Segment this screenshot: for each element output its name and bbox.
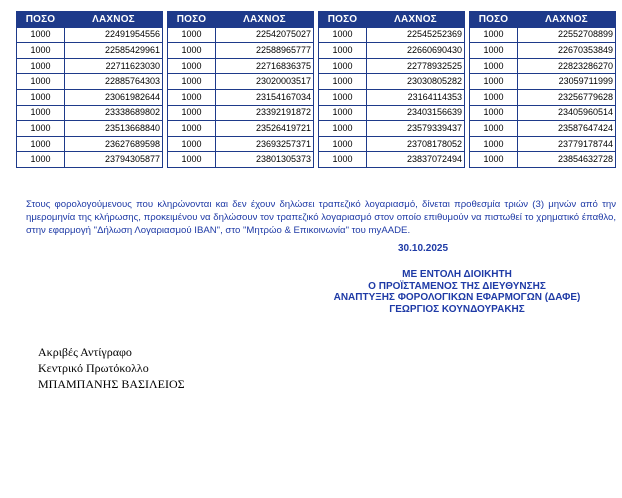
certified-copy-block bbox=[38, 344, 185, 392]
table-row bbox=[168, 43, 314, 59]
table-row bbox=[17, 43, 163, 59]
ticket-cell: 22491954556 bbox=[65, 27, 163, 43]
ticket-cell: 23779178744 bbox=[518, 136, 616, 152]
iban-deadline-notice: Στους φορολογούμενους που κληρώνονται και δεν έχουν δηλώσει τραπεζικό λογαριασμό, δίνεται προθεσμία τριών (3) μηνών από την ημερομηνία της κλήρωσης, προκειμένου να δηλώσουν τον τραπεζικό λογαριασμό στον οποίο επιθυμούν να πιστωθεί το χρηματικό έπαθλο, στην εφαρμογή "Δήλωση Λογαριασμού IBAN", στο "Μητρώο & Επικοινωνία" του myAADE. bbox=[26, 199, 616, 237]
order-line-3: ΑΝΑΠΤΥΞΗΣ ΦΟΡΟΛΟΓΙΚΩΝ ΕΦΑΡΜΟΓΩΝ (ΔΑΦΕ) bbox=[333, 292, 581, 303]
table-row bbox=[470, 152, 616, 168]
ticket-cell: 22552708899 bbox=[518, 27, 616, 43]
ticket-cell: 22778932525 bbox=[367, 58, 465, 74]
table-row bbox=[168, 58, 314, 74]
amount-cell: 1000 bbox=[17, 152, 65, 168]
amount-cell: 1000 bbox=[470, 58, 518, 74]
table-row bbox=[168, 152, 314, 168]
ticket-cell: 22823286270 bbox=[518, 58, 616, 74]
ticket-cell: 23837072494 bbox=[367, 152, 465, 168]
table-row bbox=[168, 74, 314, 90]
ticket-cell: 23579339437 bbox=[367, 121, 465, 137]
order-line-1: ΜΕ ΕΝΤΟΛΗ ΔΙΟΙΚΗΤΗ bbox=[402, 269, 512, 280]
ticket-cell: 23627689598 bbox=[65, 136, 163, 152]
amount-cell: 1000 bbox=[319, 27, 367, 43]
amount-cell: 1000 bbox=[168, 74, 216, 90]
central-protocol-label: Κεντρικό Πρωτόκολλο bbox=[38, 361, 149, 375]
amount-cell: 1000 bbox=[168, 105, 216, 121]
amount-cell: 1000 bbox=[17, 43, 65, 59]
amount-cell: 1000 bbox=[17, 105, 65, 121]
table-row bbox=[168, 105, 314, 121]
table-row bbox=[168, 136, 314, 152]
table-row bbox=[470, 43, 616, 59]
table-row bbox=[168, 27, 314, 43]
amount-cell: 1000 bbox=[319, 105, 367, 121]
protocol-officer-name: ΜΠΑΜΠΑΝΗΣ ΒΑΣΙΛΕΙΟΣ bbox=[38, 377, 185, 391]
amount-cell: 1000 bbox=[17, 74, 65, 90]
amount-cell: 1000 bbox=[319, 121, 367, 137]
ticket-cell: 23513668840 bbox=[65, 121, 163, 137]
table-row bbox=[319, 121, 465, 137]
ticket-cell: 22545252369 bbox=[367, 27, 465, 43]
ticket-cell: 22588965777 bbox=[216, 43, 314, 59]
ticket-cell: 22670353849 bbox=[518, 43, 616, 59]
ticket-cell: 23061982644 bbox=[65, 89, 163, 105]
table-row bbox=[17, 27, 163, 43]
amount-cell: 1000 bbox=[319, 152, 367, 168]
ticket-cell: 22660690430 bbox=[367, 43, 465, 59]
amount-cell: 1000 bbox=[470, 121, 518, 137]
header-amount: ΠΟΣΟ bbox=[470, 12, 518, 28]
amount-cell: 1000 bbox=[17, 58, 65, 74]
ticket-cell: 23338689802 bbox=[65, 105, 163, 121]
table-row bbox=[319, 43, 465, 59]
ticket-cell: 23164114353 bbox=[367, 89, 465, 105]
ticket-cell: 22542075027 bbox=[216, 27, 314, 43]
header-amount: ΠΟΣΟ bbox=[319, 12, 367, 28]
header-ticket: ΛΑΧΝΟΣ bbox=[367, 12, 465, 28]
ticket-cell: 23587647424 bbox=[518, 121, 616, 137]
amount-cell: 1000 bbox=[17, 121, 65, 137]
table-row bbox=[17, 136, 163, 152]
table-row bbox=[470, 105, 616, 121]
ticket-cell: 23392191872 bbox=[216, 105, 314, 121]
table-row bbox=[17, 121, 163, 137]
ticket-cell: 22716836375 bbox=[216, 58, 314, 74]
ticket-cell: 23403156639 bbox=[367, 105, 465, 121]
table-row bbox=[17, 89, 163, 105]
amount-cell: 1000 bbox=[168, 136, 216, 152]
amount-cell: 1000 bbox=[168, 43, 216, 59]
ticket-cell: 23794305877 bbox=[65, 152, 163, 168]
results-table-2 bbox=[167, 11, 314, 168]
table-row bbox=[319, 105, 465, 121]
table-row bbox=[319, 27, 465, 43]
table-row bbox=[470, 74, 616, 90]
table-row bbox=[319, 136, 465, 152]
amount-cell: 1000 bbox=[319, 58, 367, 74]
results-table-1 bbox=[16, 11, 163, 168]
amount-cell: 1000 bbox=[470, 152, 518, 168]
amount-cell: 1000 bbox=[319, 89, 367, 105]
results-table-4 bbox=[469, 11, 616, 168]
certified-copy-label: Ακριβές Αντίγραφο bbox=[38, 345, 132, 359]
amount-cell: 1000 bbox=[470, 105, 518, 121]
ticket-cell: 23708178052 bbox=[367, 136, 465, 152]
table-row bbox=[168, 89, 314, 105]
amount-cell: 1000 bbox=[319, 43, 367, 59]
ticket-cell: 23854632728 bbox=[518, 152, 616, 168]
table-row bbox=[470, 136, 616, 152]
header-ticket: ΛΑΧΝΟΣ bbox=[65, 12, 163, 28]
table-row bbox=[17, 58, 163, 74]
ticket-cell: 23059711999 bbox=[518, 74, 616, 90]
table-header-row bbox=[168, 12, 314, 28]
amount-cell: 1000 bbox=[470, 74, 518, 90]
signatory-name: ΓΕΩΡΓΙΟΣ ΚΟΥΝΔΟΥΡΑΚΗΣ bbox=[389, 303, 525, 315]
ticket-cell: 22885764303 bbox=[65, 74, 163, 90]
table-row bbox=[470, 89, 616, 105]
amount-cell: 1000 bbox=[470, 27, 518, 43]
table-row bbox=[319, 89, 465, 105]
amount-cell: 1000 bbox=[168, 152, 216, 168]
ticket-cell: 23526419721 bbox=[216, 121, 314, 137]
amount-cell: 1000 bbox=[17, 136, 65, 152]
header-amount: ΠΟΣΟ bbox=[168, 12, 216, 28]
table-row bbox=[319, 58, 465, 74]
amount-cell: 1000 bbox=[319, 74, 367, 90]
table-row bbox=[319, 152, 465, 168]
header-ticket: ΛΑΧΝΟΣ bbox=[216, 12, 314, 28]
results-table-3 bbox=[318, 11, 465, 168]
ticket-cell: 23256779628 bbox=[518, 89, 616, 105]
amount-cell: 1000 bbox=[470, 89, 518, 105]
amount-cell: 1000 bbox=[17, 27, 65, 43]
signatory-block bbox=[300, 269, 614, 315]
table-row bbox=[470, 121, 616, 137]
ticket-cell: 22585429961 bbox=[65, 43, 163, 59]
document-date: 30.10.2025 bbox=[398, 243, 449, 254]
table-row bbox=[470, 27, 616, 43]
ticket-cell: 23405960514 bbox=[518, 105, 616, 121]
table-row bbox=[17, 105, 163, 121]
ticket-cell: 23030805282 bbox=[367, 74, 465, 90]
amount-cell: 1000 bbox=[470, 136, 518, 152]
ticket-cell: 23154167034 bbox=[216, 89, 314, 105]
table-row bbox=[319, 74, 465, 90]
table-row bbox=[17, 152, 163, 168]
ticket-cell: 23020003517 bbox=[216, 74, 314, 90]
amount-cell: 1000 bbox=[168, 89, 216, 105]
header-amount: ΠΟΣΟ bbox=[17, 12, 65, 28]
order-line-2: Ο ΠΡΟΪΣΤΑΜΕΝΟΣ ΤΗΣ ΔΙΕΥΘΥΝΣΗΣ bbox=[368, 280, 546, 292]
table-header-row bbox=[319, 12, 465, 28]
header-ticket: ΛΑΧΝΟΣ bbox=[518, 12, 616, 28]
amount-cell: 1000 bbox=[17, 89, 65, 105]
amount-cell: 1000 bbox=[319, 136, 367, 152]
table-row bbox=[168, 121, 314, 137]
ticket-cell: 23693257371 bbox=[216, 136, 314, 152]
amount-cell: 1000 bbox=[470, 43, 518, 59]
amount-cell: 1000 bbox=[168, 121, 216, 137]
ticket-cell: 22711623030 bbox=[65, 58, 163, 74]
amount-cell: 1000 bbox=[168, 58, 216, 74]
table-row bbox=[17, 74, 163, 90]
table-header-row bbox=[470, 12, 616, 28]
amount-cell: 1000 bbox=[168, 27, 216, 43]
table-header-row bbox=[17, 12, 163, 28]
ticket-cell: 23801305373 bbox=[216, 152, 314, 168]
table-row bbox=[470, 58, 616, 74]
